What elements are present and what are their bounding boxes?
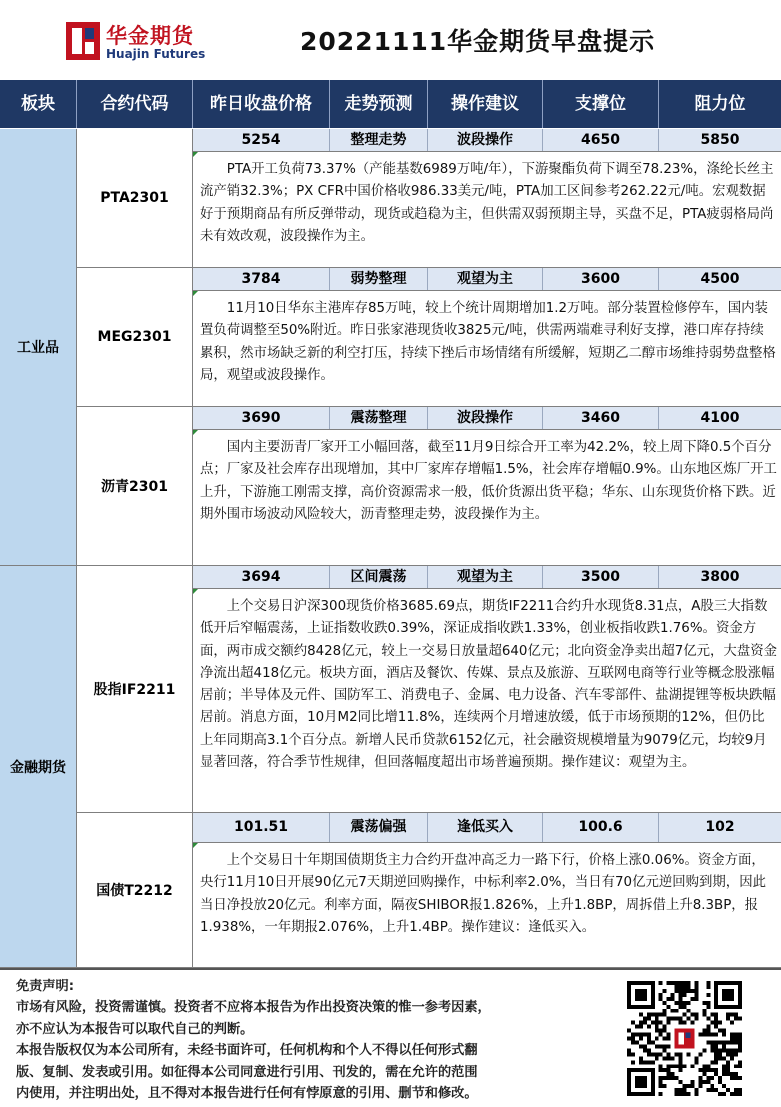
commentary-text: 11月10日华东主港库存85万吨，较上个统计周期增加1.2万吨。部分装置检修停车，国内装置负荷调整至50%附近。昨日张家港现货收3825元/吨，供需两端难寻利好支撑，港口库存持续累积，然市场缺乏新的利空打压，持续下挫后市场情绪有所缓解，短期乙二醇市场维持弱势盘整格局，观望或波段操作。 — [200, 301, 776, 383]
logo-english-name: Huajin Futures — [106, 47, 206, 61]
disclaimer-line: 本报告版权仅为本公司所有，未经书面许可，任何机构和个人不得以任何形式翻 — [16, 1043, 478, 1059]
logo-chinese-name: 华金期货 — [106, 24, 194, 48]
commentary-text: PTA开工负荷73.37%（产能基数6989万吨/年），下游聚酯负荷下调至78.23%，涤纶长丝主流产销32.3%；PX CFR中国价格收986.33美元/吨，PTA加工区间参考262.22元/吨。宏观数据好于预期商品有所反弹带动，现货或趋稳为主，但供需双弱预期主导，买盘不足，PTA疲弱格局尚未有效改观，波段操作为主。 — [200, 162, 774, 244]
trend-value: 区间震荡 — [330, 566, 428, 588]
huajin-logo-icon — [66, 22, 100, 60]
support-value: 3460 — [543, 407, 659, 429]
contract-code-cell: 沥青2301 — [77, 407, 193, 566]
commentary-cell — [193, 430, 781, 566]
column-header-contract: 合约代码 — [77, 80, 193, 128]
resistance-value: 3800 — [700, 569, 740, 585]
qr-code-icon — [627, 981, 742, 1096]
trend-value: 整理走势 — [330, 129, 428, 151]
company-logo — [66, 20, 216, 64]
resistance-value: 102 — [705, 819, 735, 835]
column-header-prev-close: 昨日收盘价格 — [193, 80, 330, 128]
advice-value: 逢低买入 — [428, 813, 543, 842]
cell-comment-marker-icon — [193, 430, 198, 435]
commentary-cell — [193, 843, 781, 968]
support-value: 3500 — [543, 566, 659, 588]
commentary-cell — [193, 152, 781, 268]
prev-close-value: 3690 — [193, 407, 330, 429]
table-header-row — [0, 80, 781, 129]
advice-value: 观望为主 — [428, 566, 543, 588]
contract-code-cell: 国债T2212 — [77, 813, 193, 968]
support-value: 4650 — [543, 129, 659, 151]
qr-code[interactable] — [627, 981, 742, 1096]
report-header — [0, 0, 781, 80]
column-header-sector: 板块 — [0, 80, 77, 128]
cell-comment-marker-icon — [193, 843, 198, 848]
disclaimer-line: 亦不应认为本报告可以取代自己的判断。 — [16, 1021, 254, 1037]
resistance-value: 4100 — [700, 410, 740, 426]
contract-code-cell: PTA2301 — [77, 129, 193, 268]
commentary-text: 上个交易日十年期国债期货主力合约开盘冲高乏力一路下行，价格上涨0.06%。资金方面，央行11月10日开展90亿元7天期逆回购操作，中标利率2.0%，当日有70亿元逆回购到期，因此当日净投放20亿元。利率方面，隔夜SHIBOR报1.826%，上升1.8BP，周拆借上升8.3BP，报1.938%，一年期报2.076%，上升1.4BP。操作建议：逢低买入。 — [200, 853, 766, 935]
commentary-cell — [193, 589, 781, 813]
cell-comment-marker-icon — [193, 152, 198, 157]
trend-value: 震荡整理 — [330, 407, 428, 429]
cell-comment-marker-icon — [193, 589, 198, 594]
quote-row — [193, 407, 781, 430]
commentary-text: 国内主要沥青厂家开工小幅回落，截至11月9日综合开工率为42.2%，较上周下降0.5个百分点；厂家及社会库存出现增加，其中厂家库存增幅1.5%，社会库存增幅0.9%。山东地区炼厂开工上升，下游施工刚需支撑，高价资源需求一般，低价货源出货平稳；华东、山东现货价格下跌。近期外围市场波动风险较大，沥青整理走势，波段操作为主。 — [200, 440, 777, 522]
sector-financial-futures: 金融期货 — [0, 566, 77, 968]
quote-row — [193, 129, 781, 152]
contract-code-cell: MEG2301 — [77, 268, 193, 407]
column-header-resistance: 阻力位 — [694, 94, 746, 114]
resistance-value: 5850 — [700, 132, 740, 148]
quote-row — [193, 813, 781, 843]
prev-close-value: 3694 — [193, 566, 330, 588]
contract-code-cell: 股指IF2211 — [77, 566, 193, 813]
advice-value: 观望为主 — [428, 268, 543, 290]
advice-value: 波段操作 — [428, 407, 543, 429]
quote-row — [193, 268, 781, 291]
report-title: 20221111华金期货早盘提示 — [300, 27, 656, 56]
advice-value: 波段操作 — [428, 129, 543, 151]
disclaimer-text — [16, 976, 576, 1104]
trend-value: 震荡偏强 — [330, 813, 428, 842]
commentary-text: 上个交易日沪深300现货价格3685.69点，期货IF2211合约升水现货8.31点，A股三大指数低开后窄幅震荡，上证指数收跌0.39%，深证成指收跌1.33%，创业板指收跌1.76%。资金方面，两市成交额约8428亿元，较上一交易日放量超640亿元；北向资金净卖出超7亿元，大盘资金净流出超418亿元。板块方面，酒店及餐饮、传媒、景点及旅游、互联网电商等行业等概念股涨幅居前；半导体及元件、国防军工、消费电子、金属、电力设备、汽车零部件、盐湖提锂等板块跌幅居前。消息方面，10月M2同比增11.8%，连续两个月增速放缓，低于市场预期的12%，但仍比上年同期高3.1个百分点。新增人民币贷款6152亿元，社会融资规模增量为9079亿元，均较9月显著回落，符合季节性规律，但回落幅度超出市场普遍预期。操作建议：观望为主。 — [200, 599, 777, 771]
disclaimer-line: 版、复制、发表或引用。如征得本公司同意进行引用、刊发的，需在允许的范围 — [16, 1064, 478, 1080]
support-value: 100.6 — [543, 813, 659, 842]
column-header-trend: 走势预测 — [330, 80, 428, 128]
sector-industrial: 工业品 — [0, 129, 77, 566]
resistance-value: 4500 — [700, 271, 740, 287]
commentary-cell — [193, 291, 781, 407]
support-value: 3600 — [543, 268, 659, 290]
column-header-advice: 操作建议 — [428, 80, 543, 128]
trend-value: 弱势整理 — [330, 268, 428, 290]
column-header-support: 支撑位 — [543, 80, 659, 128]
quote-row — [193, 566, 781, 589]
prev-close-value: 5254 — [193, 129, 330, 151]
prev-close-value: 101.51 — [193, 813, 330, 842]
disclaimer-line: 市场有风险，投资需谨慎。投资者不应将本报告为作出投资决策的惟一参考因素， — [16, 1000, 491, 1016]
prev-close-value: 3784 — [193, 268, 330, 290]
disclaimer-footer — [0, 968, 781, 1107]
cell-comment-marker-icon — [193, 291, 198, 296]
disclaimer-line: 内使用，并注明出处，且不得对本报告进行任何有悖原意的引用、删节和修改。 — [16, 1086, 478, 1102]
disclaimer-heading: 免责声明: — [16, 979, 75, 994]
